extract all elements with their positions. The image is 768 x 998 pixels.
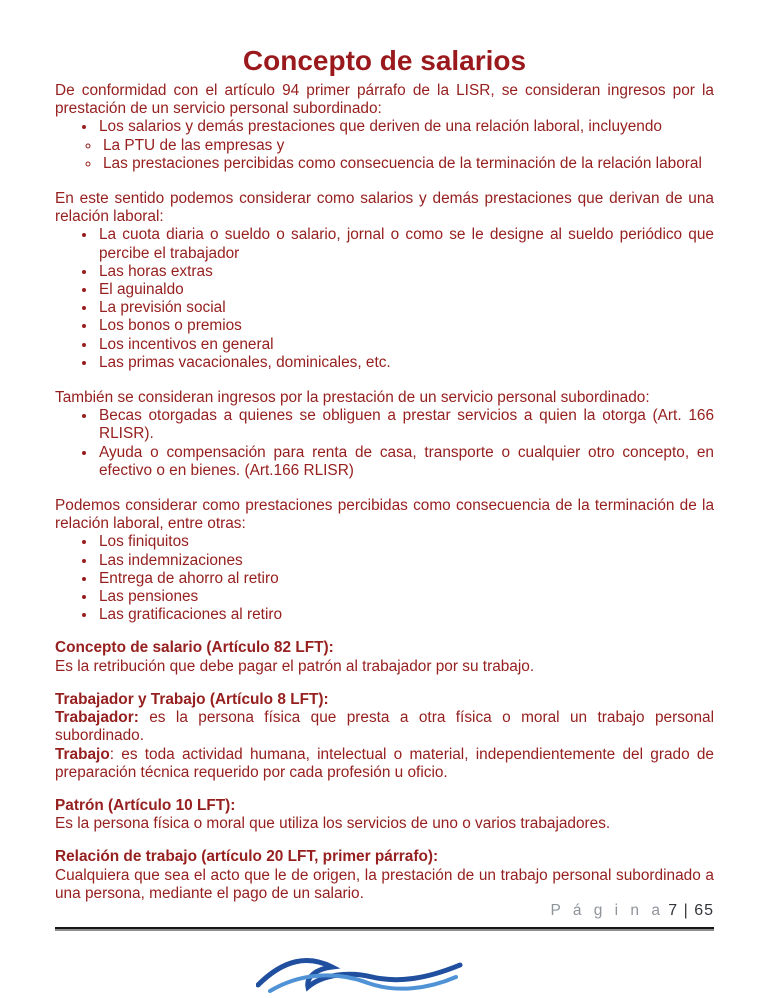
list-item: • El aguinaldo (97, 281, 714, 299)
section-heading-salario: Concepto de salario (Artículo 82 LFT): (55, 639, 334, 657)
main-bullet-sublist (55, 137, 714, 173)
spacer (55, 173, 714, 190)
section-heading-relacion: Relación de trabajo (artículo 20 LFT, primer párrafo): (55, 848, 439, 866)
section-body-relacion: Cualquiera que sea el acto que le de origen, la prestación de un trabajo personal subordinado a una persona, mediante el pago de un salario. (55, 866, 714, 902)
salarios-paragraph: En este sentido podemos considerar como salarios y demás prestaciones que derivan de una relación laboral: (55, 190, 714, 226)
section-body-trabajo-def (55, 746, 714, 782)
list-item: ◦ La PTU de las empresas y (101, 137, 714, 155)
page-title: Concepto de salarios (242, 45, 527, 76)
salarios-list (55, 226, 714, 372)
spacer (55, 833, 714, 848)
definition-text: es la persona física que presta a otra física o moral un trabajo personal subordinado. (55, 709, 714, 745)
list-item: • Las gratificaciones al retiro (97, 606, 714, 624)
tambien-list (55, 407, 714, 480)
spacer (55, 676, 714, 691)
spacer (55, 372, 714, 389)
footer-page-number: 7 | 65 (668, 902, 714, 919)
list-item: • Los finiquitos (97, 533, 714, 551)
main-bullet-list (55, 118, 714, 136)
list-item: • Los salarios y demás prestaciones que deriven de una relación laboral, incluyendo (97, 118, 714, 136)
list-item: • Los incentivos en general (97, 336, 714, 354)
list-item: • Ayuda o compensación para renta de casa, transporte o cualquier otro concepto, en efectivo o en bienes. (Art.166 RLISR) (97, 444, 714, 480)
intro-paragraph: De conformidad con el artículo 94 primer párrafo de la LISR, se consideran ingresos por la prestación de un servicio personal subordinado: (55, 82, 714, 118)
spacer (55, 782, 714, 797)
section-body-salario: Es la retribución que debe pagar el patrón al trabajador por su trabajo. (55, 657, 535, 675)
section-body-trabajador-def (55, 709, 714, 745)
list-item: • La cuota diaria o sueldo o salario, jornal o como se le designe al sueldo periódico que percibe el trabajador (97, 226, 714, 262)
list-item: • Las horas extras (97, 263, 714, 281)
list-item: • Los bonos o premios (97, 317, 714, 335)
wave-decoration-icon (256, 951, 464, 993)
term-trabajo: Trabajo (55, 745, 110, 763)
section-body-patron: Es la persona física o moral que utiliza los servicios de uno o varios trabajadores. (55, 815, 611, 833)
list-item: • Becas otorgadas a quienes se obliguen a prestar servicios a quien la otorga (Art. 166 RLISR). (97, 407, 714, 443)
terminacion-paragraph: Podemos considerar como prestaciones percibidas como consecuencia de la terminación de la relación laboral, entre otras: (55, 497, 714, 533)
list-item: • Entrega de ahorro al retiro (97, 570, 714, 588)
section-heading-trabajador: Trabajador y Trabajo (Artículo 8 LFT): (55, 690, 329, 708)
spacer (55, 624, 714, 639)
list-item: • Las pensiones (97, 588, 714, 606)
list-item: • La previsión social (97, 299, 714, 317)
footer-divider-line (55, 927, 714, 931)
list-item: • Las primas vacacionales, dominicales, etc. (97, 354, 714, 372)
footer-page-word: P á g i n a (550, 902, 664, 919)
list-item: ◦ Las prestaciones percibidas como consecuencia de la terminación de la relación laboral (101, 155, 714, 173)
term-trabajador: Trabajador: (55, 709, 139, 727)
definition-text: : es toda actividad humana, intelectual o material, independientemente del grado de preparación técnica requerido por cada profesión u oficio. (55, 745, 714, 781)
spacer (55, 480, 714, 497)
list-item: • Las indemnizaciones (97, 552, 714, 570)
tambien-paragraph: También se consideran ingresos por la prestación de un servicio personal subordinado: (55, 389, 650, 407)
terminacion-list (55, 533, 714, 624)
section-heading-patron: Patrón (Artículo 10 LFT): (55, 796, 236, 814)
page-footer (55, 902, 714, 920)
